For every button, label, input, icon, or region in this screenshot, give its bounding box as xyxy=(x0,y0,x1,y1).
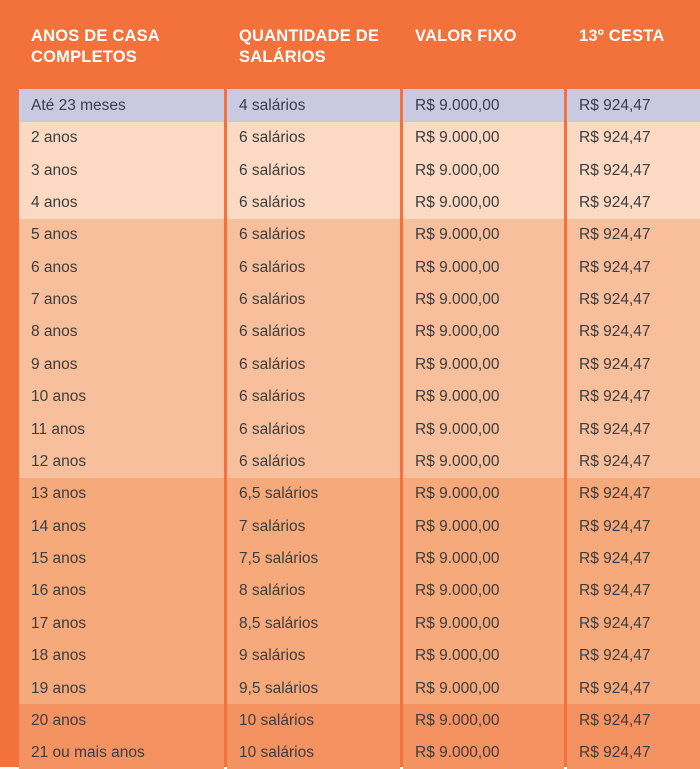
table-cell: 6,5 salários xyxy=(227,478,400,510)
table-row xyxy=(19,122,700,154)
table-body xyxy=(19,89,700,769)
table-cell: 4 salários xyxy=(227,89,400,121)
table-row xyxy=(19,251,700,283)
table-cell: 10 salários xyxy=(227,737,400,769)
table-cell: 18 anos xyxy=(19,640,224,672)
table-cell: 6 salários xyxy=(227,251,400,283)
table-row xyxy=(19,445,700,477)
table-cell: R$ 9.000,00 xyxy=(403,704,564,736)
table-cell: 7 salários xyxy=(227,510,400,542)
table-row xyxy=(19,478,700,510)
table-header-row xyxy=(19,16,700,89)
table-cell: R$ 924,47 xyxy=(567,575,700,607)
table-cell: R$ 9.000,00 xyxy=(403,348,564,380)
table-cell: 2 anos xyxy=(19,122,224,154)
table-cell: 10 salários xyxy=(227,704,400,736)
table-cell: R$ 9.000,00 xyxy=(403,122,564,154)
table-row xyxy=(19,413,700,445)
table-cell: Até 23 meses xyxy=(19,89,224,121)
table-row xyxy=(19,640,700,672)
table-cell: R$ 924,47 xyxy=(567,607,700,639)
table-cell: 6 anos xyxy=(19,251,224,283)
table-cell: 7 anos xyxy=(19,284,224,316)
table-cell: 5 anos xyxy=(19,219,224,251)
table-cell: R$ 9.000,00 xyxy=(403,381,564,413)
table-cell: 9,5 salários xyxy=(227,672,400,704)
table-row xyxy=(19,672,700,704)
table-cell: R$ 9.000,00 xyxy=(403,251,564,283)
table-cell: R$ 924,47 xyxy=(567,672,700,704)
table-row xyxy=(19,543,700,575)
table-row xyxy=(19,607,700,639)
table-cell: 6 salários xyxy=(227,122,400,154)
table-cell: 6 salários xyxy=(227,316,400,348)
table-cell: 8 anos xyxy=(19,316,224,348)
table-cell: 6 salários xyxy=(227,348,400,380)
table-cell: 13 anos xyxy=(19,478,224,510)
table-cell: R$ 924,47 xyxy=(567,543,700,575)
table-cell: 9 anos xyxy=(19,348,224,380)
table-row xyxy=(19,510,700,542)
table-cell: R$ 9.000,00 xyxy=(403,284,564,316)
table-cell: R$ 924,47 xyxy=(567,348,700,380)
table-cell: R$ 9.000,00 xyxy=(403,640,564,672)
table-cell: 15 anos xyxy=(19,543,224,575)
table-cell: 14 anos xyxy=(19,510,224,542)
table-cell: 6 salários xyxy=(227,186,400,218)
table-cell: R$ 9.000,00 xyxy=(403,478,564,510)
table-cell: R$ 924,47 xyxy=(567,640,700,672)
table-cell: 4 anos xyxy=(19,186,224,218)
table-cell: R$ 924,47 xyxy=(567,478,700,510)
table-cell: R$ 9.000,00 xyxy=(403,607,564,639)
table-cell: R$ 924,47 xyxy=(567,510,700,542)
table-row xyxy=(19,89,700,121)
table-cell: 17 anos xyxy=(19,607,224,639)
table-cell: 6 salários xyxy=(227,413,400,445)
table-cell: 6 salários xyxy=(227,381,400,413)
table-cell: R$ 9.000,00 xyxy=(403,575,564,607)
column-header-13-cesta: 13º CESTA xyxy=(567,16,700,89)
table-cell: R$ 924,47 xyxy=(567,445,700,477)
column-header-valor-fixo: VALOR FIXO xyxy=(403,16,564,89)
table-cell: R$ 9.000,00 xyxy=(403,672,564,704)
table-cell: 6 salários xyxy=(227,284,400,316)
table-row xyxy=(19,381,700,413)
table-cell: 6 salários xyxy=(227,445,400,477)
table-cell: R$ 9.000,00 xyxy=(403,543,564,575)
table-cell: 11 anos xyxy=(19,413,224,445)
table-header xyxy=(19,16,700,89)
table-cell: R$ 9.000,00 xyxy=(403,737,564,769)
table-row xyxy=(19,186,700,218)
table-cell: R$ 924,47 xyxy=(567,413,700,445)
table-cell: R$ 924,47 xyxy=(567,251,700,283)
table-cell: R$ 924,47 xyxy=(567,219,700,251)
table-cell: 3 anos xyxy=(19,154,224,186)
table-cell: 6 salários xyxy=(227,219,400,251)
table-cell: 19 anos xyxy=(19,672,224,704)
table-cell: 12 anos xyxy=(19,445,224,477)
table-row xyxy=(19,154,700,186)
table-cell: R$ 9.000,00 xyxy=(403,445,564,477)
table-cell: 10 anos xyxy=(19,381,224,413)
table-row xyxy=(19,284,700,316)
table-cell: R$ 9.000,00 xyxy=(403,510,564,542)
table-row xyxy=(19,575,700,607)
table-cell: R$ 924,47 xyxy=(567,704,700,736)
table-row xyxy=(19,348,700,380)
table-cell: 6 salários xyxy=(227,154,400,186)
table-cell: R$ 924,47 xyxy=(567,284,700,316)
table-row xyxy=(19,704,700,736)
table-cell: R$ 9.000,00 xyxy=(403,154,564,186)
table-cell: R$ 924,47 xyxy=(567,737,700,769)
table-cell: 8 salários xyxy=(227,575,400,607)
table-cell: R$ 9.000,00 xyxy=(403,89,564,121)
table-cell: R$ 924,47 xyxy=(567,122,700,154)
table-cell: 21 ou mais anos xyxy=(19,737,224,769)
table-row xyxy=(19,737,700,769)
table-cell: 9 salários xyxy=(227,640,400,672)
table-cell: R$ 924,47 xyxy=(567,316,700,348)
table-row xyxy=(19,316,700,348)
table-cell: R$ 924,47 xyxy=(567,89,700,121)
table-cell: 8,5 salários xyxy=(227,607,400,639)
table-cell: 7,5 salários xyxy=(227,543,400,575)
benefits-table xyxy=(16,16,700,769)
table-cell: R$ 9.000,00 xyxy=(403,219,564,251)
table-cell: 16 anos xyxy=(19,575,224,607)
table-cell: R$ 9.000,00 xyxy=(403,413,564,445)
table-cell: R$ 9.000,00 xyxy=(403,316,564,348)
table-cell: R$ 9.000,00 xyxy=(403,186,564,218)
table-row xyxy=(19,219,700,251)
column-header-quantidade-de-salarios: QUANTIDADE DE SALÁRIOS xyxy=(227,16,400,89)
table-cell: 20 anos xyxy=(19,704,224,736)
table-cell: R$ 924,47 xyxy=(567,154,700,186)
table-cell: R$ 924,47 xyxy=(567,186,700,218)
column-header-anos-de-casa: ANOS DE CASA COMPLETOS xyxy=(19,16,224,89)
table-cell: R$ 924,47 xyxy=(567,381,700,413)
